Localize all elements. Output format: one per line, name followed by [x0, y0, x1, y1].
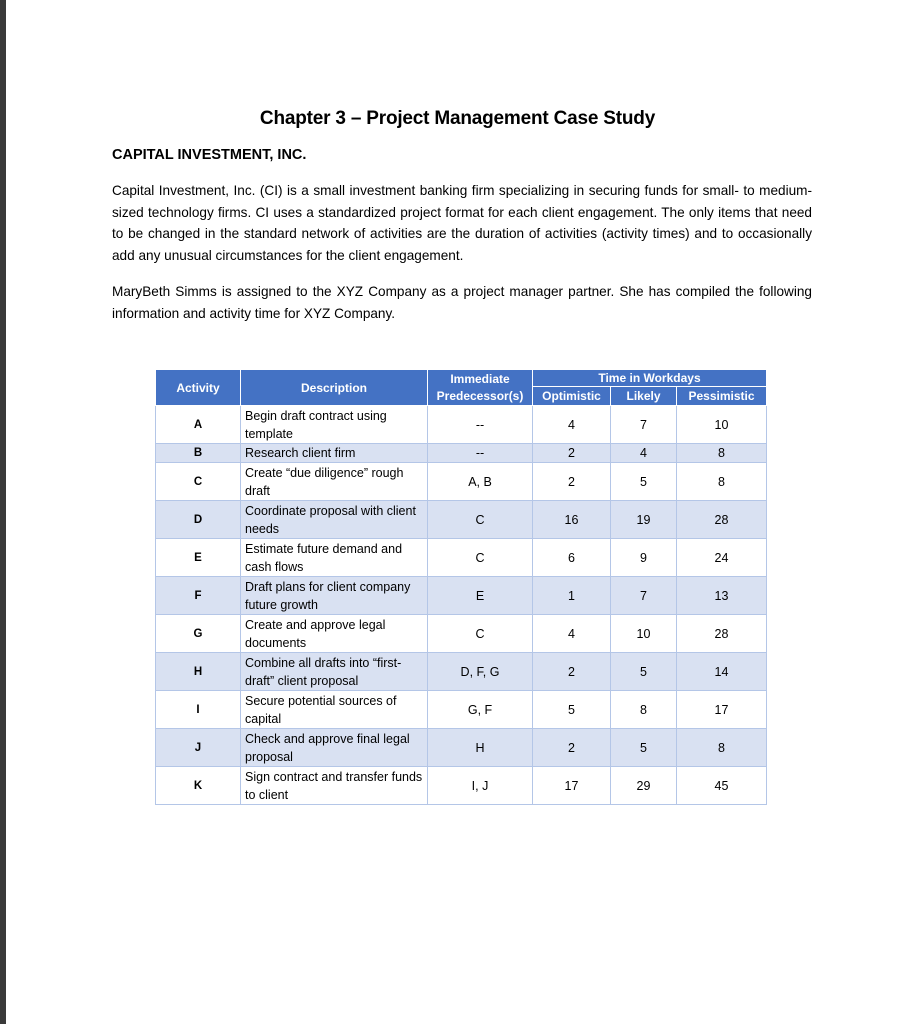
cell-description: Combine all drafts into “first-draft” client proposal [241, 653, 428, 691]
cell-pessimistic: 17 [677, 691, 767, 729]
cell-activity: I [156, 691, 241, 729]
cell-pessimistic: 45 [677, 767, 767, 805]
cell-likely: 5 [611, 729, 677, 767]
table-row [156, 767, 767, 805]
cell-activity: B [156, 444, 241, 463]
header-pessimistic: Pessimistic [677, 387, 767, 406]
cell-activity: G [156, 615, 241, 653]
cell-pessimistic: 13 [677, 577, 767, 615]
cell-pessimistic: 28 [677, 501, 767, 539]
table-row [156, 615, 767, 653]
cell-pessimistic: 10 [677, 406, 767, 444]
table-row [156, 577, 767, 615]
cell-description: Create “due diligence” rough draft [241, 463, 428, 501]
cell-predecessor: I, J [428, 767, 533, 805]
table-row [156, 463, 767, 501]
cell-likely: 5 [611, 653, 677, 691]
cell-optimistic: 5 [533, 691, 611, 729]
cell-predecessor: A, B [428, 463, 533, 501]
cell-description: Secure potential sources of capital [241, 691, 428, 729]
table-row [156, 653, 767, 691]
cell-description: Coordinate proposal with client needs [241, 501, 428, 539]
cell-description: Begin draft contract using template [241, 406, 428, 444]
table-row [156, 501, 767, 539]
cell-description: Sign contract and transfer funds to client [241, 767, 428, 805]
cell-activity: C [156, 463, 241, 501]
table-row [156, 691, 767, 729]
cell-optimistic: 2 [533, 444, 611, 463]
cell-description: Estimate future demand and cash flows [241, 539, 428, 577]
cell-pessimistic: 28 [677, 615, 767, 653]
table-row [156, 539, 767, 577]
cell-likely: 9 [611, 539, 677, 577]
table-body [156, 406, 767, 805]
cell-description: Research client firm [241, 444, 428, 463]
header-time-group: Time in Workdays [533, 370, 767, 387]
cell-activity: F [156, 577, 241, 615]
header-optimistic: Optimistic [533, 387, 611, 406]
cell-predecessor: E [428, 577, 533, 615]
assignment-paragraph: MaryBeth Simms is assigned to the XYZ Company as a project manager partner. She has compiled the following information and activity time for XYZ Company. [112, 284, 812, 321]
cell-predecessor: G, F [428, 691, 533, 729]
table-row [156, 406, 767, 444]
cell-optimistic: 6 [533, 539, 611, 577]
header-likely: Likely [611, 387, 677, 406]
cell-predecessor: -- [428, 444, 533, 463]
cell-likely: 29 [611, 767, 677, 805]
cell-likely: 7 [611, 577, 677, 615]
cell-predecessor: -- [428, 406, 533, 444]
cell-optimistic: 4 [533, 615, 611, 653]
cell-description: Check and approve final legal proposal [241, 729, 428, 767]
cell-predecessor: D, F, G [428, 653, 533, 691]
header-description: Description [241, 370, 428, 406]
cell-activity: A [156, 406, 241, 444]
cell-description: Draft plans for client company future growth [241, 577, 428, 615]
cell-pessimistic: 14 [677, 653, 767, 691]
cell-likely: 5 [611, 463, 677, 501]
cell-likely: 8 [611, 691, 677, 729]
page-title: Chapter 3 – Project Management Case Study [259, 108, 656, 129]
cell-optimistic: 1 [533, 577, 611, 615]
cell-likely: 7 [611, 406, 677, 444]
cell-pessimistic: 8 [677, 729, 767, 767]
cell-activity: J [156, 729, 241, 767]
cell-predecessor: C [428, 501, 533, 539]
cell-likely: 4 [611, 444, 677, 463]
cell-likely: 19 [611, 501, 677, 539]
table-row [156, 444, 767, 463]
cell-predecessor: C [428, 615, 533, 653]
cell-description: Create and approve legal documents [241, 615, 428, 653]
header-predecessor: Immediate Predecessor(s) [428, 370, 533, 406]
cell-optimistic: 2 [533, 653, 611, 691]
activity-table [155, 369, 767, 805]
cell-pessimistic: 8 [677, 463, 767, 501]
cell-activity: D [156, 501, 241, 539]
table-row [156, 729, 767, 767]
cell-activity: H [156, 653, 241, 691]
cell-activity: E [156, 539, 241, 577]
company-heading: CAPITAL INVESTMENT, INC. [112, 147, 307, 163]
header-activity: Activity [156, 370, 241, 406]
cell-optimistic: 2 [533, 729, 611, 767]
cell-optimistic: 16 [533, 501, 611, 539]
cell-pessimistic: 8 [677, 444, 767, 463]
cell-activity: K [156, 767, 241, 805]
cell-likely: 10 [611, 615, 677, 653]
cell-predecessor: C [428, 539, 533, 577]
cell-predecessor: H [428, 729, 533, 767]
cell-pessimistic: 24 [677, 539, 767, 577]
cell-optimistic: 17 [533, 767, 611, 805]
cell-optimistic: 4 [533, 406, 611, 444]
intro-paragraph: Capital Investment, Inc. (CI) is a small investment banking firm specializing in securing funds for small- to medium-sized technology firms. CI uses a standardized project format for each client engagement. The only items that need to be changed in the standard network of activities are the duration of activities (activity times) and to occasionally add any unusual circumstances for the client engagement. [112, 183, 812, 263]
cell-optimistic: 2 [533, 463, 611, 501]
